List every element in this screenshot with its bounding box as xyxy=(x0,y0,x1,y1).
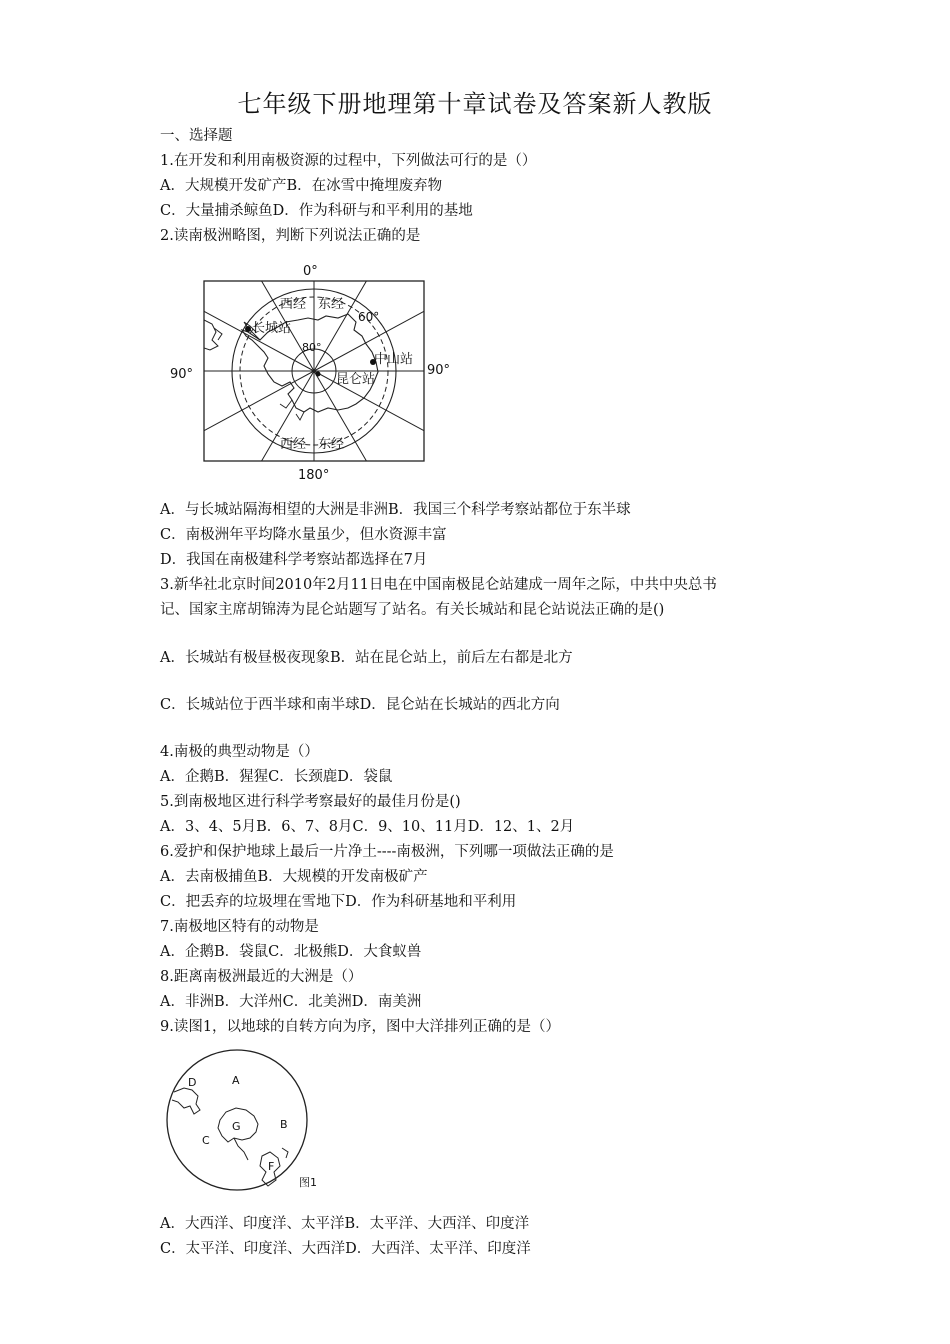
q7-options: A．企鹅B．袋鼠C．北极熊D．大食蚁兽 xyxy=(160,944,422,960)
q4-options: A．企鹅B．猩猩C．长颈鹿D．袋鼠 xyxy=(160,769,393,785)
q1-options-ab: A．大规模开发矿产B．在冰雪中掩埋废弃物 xyxy=(160,178,443,194)
q6-options-ab: A．去南极捕鱼B．大规模的开发南极矿产 xyxy=(160,869,428,885)
q8-stem: 8.距离南极洲最近的大洲是（） xyxy=(160,969,363,985)
q2-options-ab: A．与长城站隔海相望的大洲是非洲B．我国三个科学考察站都位于东半球 xyxy=(160,502,631,518)
fig-label-b: B xyxy=(280,1118,288,1131)
q5-options: A．3、4、5月B．6、7、8月C．9、10、11月D．12、1、2月 xyxy=(160,819,575,835)
fig-label-g: G xyxy=(232,1120,241,1133)
q8-options: A．非洲B．大洋州C．北美洲D．南美洲 xyxy=(160,994,422,1010)
map-label-west-top: 西经 xyxy=(280,297,307,312)
q6-stem: 6.爱护和保护地球上最后一片净土----南极洲，下列哪一项做法正确的是 xyxy=(160,844,614,860)
q3-stem-line1: 3.新华社北京时间2010年2月11日电在中国南极昆仑站建成一周年之际，中共中央总书 xyxy=(160,577,717,593)
antarctica-map xyxy=(168,258,468,486)
q9-stem: 9.读图1，以地球的自转方向为序，图中大洋排列正确的是（） xyxy=(160,1019,561,1035)
map-label-zhongshan: 中山站 xyxy=(374,352,414,367)
q3-options-cd: C．长城站位于西半球和南半球D．昆仑站在长城站的西北方向 xyxy=(160,697,560,713)
fig-caption: 图1 xyxy=(299,1176,317,1189)
q9-options-ab: A．大西洋、印度洋、太平洋B．太平洋、大西洋、印度洋 xyxy=(160,1216,530,1232)
map-label-changcheng: 长城站 xyxy=(252,321,292,336)
page-title: 七年级下册地理第十章试卷及答案新人教版 xyxy=(237,90,713,118)
q2-option-d: D．我国在南极建科学考察站都选择在7月 xyxy=(160,552,428,568)
q2-stem: 2.读南极洲略图，判断下列说法正确的是 xyxy=(160,228,421,244)
map-label-east-bottom: 东经 xyxy=(318,437,345,452)
fig-label-a: A xyxy=(232,1074,240,1087)
map-label-80: 80° xyxy=(302,341,322,354)
figure-1-globe xyxy=(162,1048,332,1198)
fig-label-c: C xyxy=(202,1134,210,1147)
q7-stem: 7.南极地区特有的动物是 xyxy=(160,919,319,935)
q2-option-c: C．南极洲年平均降水量虽少，但水资源丰富 xyxy=(160,527,447,543)
map-label-90-west: 90° xyxy=(170,367,194,382)
q4-stem: 4.南极的典型动物是（） xyxy=(160,744,319,760)
map-label-60: 60° xyxy=(358,310,380,324)
changcheng-station-dot xyxy=(245,326,251,332)
q3-options-ab: A．长城站有极昼极夜现象B．站在昆仑站上，前后左右都是北方 xyxy=(160,650,573,666)
kunlun-station-dot xyxy=(316,372,321,377)
map-label-west-bottom: 西经 xyxy=(280,437,307,452)
q6-options-cd: C．把丢弃的垃圾埋在雪地下D．作为科研基地和平利用 xyxy=(160,894,517,910)
fig-label-d: D xyxy=(188,1076,197,1089)
q1-options-cd: C．大量捕杀鲸鱼D．作为科研与和平利用的基地 xyxy=(160,203,473,219)
q9-options-cd: C．太平洋、印度洋、大西洋D．大西洋、太平洋、印度洋 xyxy=(160,1241,531,1257)
map-label-east-top: 东经 xyxy=(318,297,345,312)
q3-stem-line2: 记、国家主席胡锦涛为昆仑站题写了站名。有关长城站和昆仑站说法正确的是() xyxy=(160,602,665,618)
map-label-90-east: 90° xyxy=(427,363,451,378)
map-label-0: 0° xyxy=(303,264,318,279)
fig-label-f: F xyxy=(268,1160,275,1173)
map-label-180: 180° xyxy=(298,468,330,483)
q1-stem: 1.在开发和利用南极资源的过程中，下列做法可行的是（） xyxy=(160,153,537,169)
q5-stem: 5.到南极地区进行科学考察最好的最佳月份是() xyxy=(160,794,461,810)
map-label-kunlun: 昆仑站 xyxy=(336,372,376,387)
section-heading: 一、选择题 xyxy=(160,128,233,144)
